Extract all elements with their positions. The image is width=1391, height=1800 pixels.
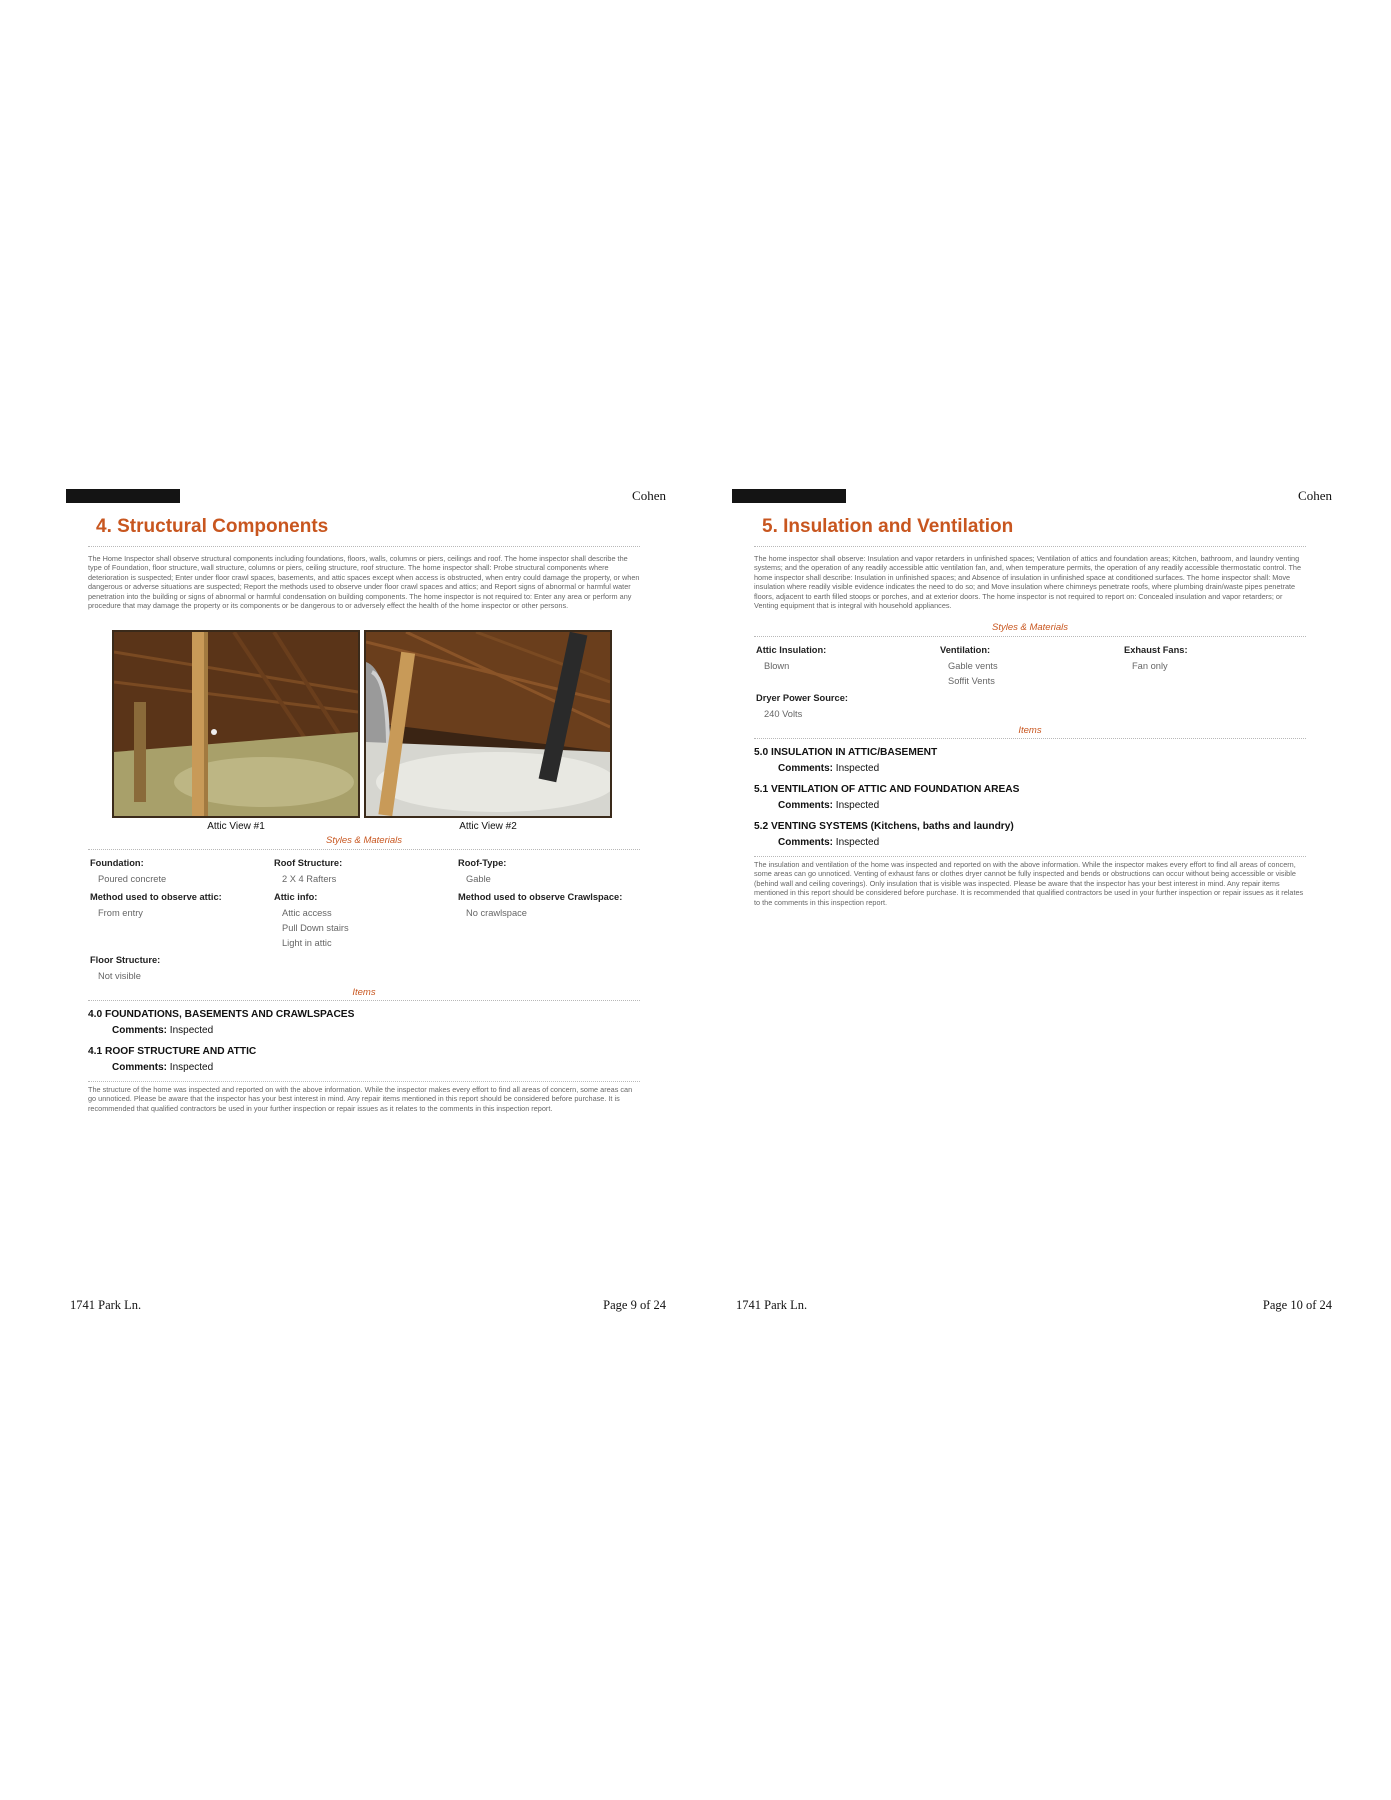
attic-photo-1 <box>112 630 360 818</box>
section-intro: The home inspector shall observe: Insulation and vapor retarders in unfinished spaces; Ventilation of attics and foundation areas; Kitchen, bathroom, and laundry venting systems; and the operation of any readily accessible attic ventilation fan, and, when temperature permits, the operation of any readily accessible thermostatic control. The home inspector shall describe: Insulation in unfinished spaces; and Absence of insulation in unfinished space at conditioned surfaces. The home inspector shall: Move insulation where readily visible evidence indicates the need to do so; and Move insulation where chimneys penetrate roofs, where plumbing drain/waste pipes penetrate floors, adjacent to earth filled stoops or porches, and at exterior doors. The home inspector is not required to report on: Concealed insulation and vapor retarders; or Venting equipment that is integral with household appliances. <box>754 554 1302 611</box>
inspection-item <box>754 784 1294 811</box>
photo-caption: Attic View #2 <box>459 821 517 832</box>
divider <box>754 636 1306 637</box>
field-attic-insulation: Attic Insulation: Blown <box>756 645 827 671</box>
section-closing: The insulation and ventilation of the home was inspected and reported on with the above information. While the inspector makes every effort to find all areas of concern, some areas can go unnoticed. Venting of exhaust fans or clothes dryer cannot be fully inspected and bends or obstructions can occur without being accessible or visible (behind wall and ceiling coverings). Only insulation that is visible was inspected. Please be aware that the inspector has your best interest in mind. Any repair items mentioned in this report should be considered before purchase. It is recommended that qualified contractors be used in your further inspection or repair issues as it relates to the comments in this inspection report. <box>754 860 1304 907</box>
report-page-9 <box>66 480 666 1320</box>
section-title: 5. Insulation and Ventilation <box>762 516 1014 537</box>
styles-materials-heading: Styles & Materials <box>991 622 1069 633</box>
styles-materials-heading: Styles & Materials <box>325 835 403 846</box>
footer-address: 1741 Park Ln. <box>70 1298 142 1312</box>
section-title: 4. Structural Components <box>96 516 329 537</box>
attic-photo-2 <box>364 630 612 818</box>
item-comments: Comments: Inspected <box>778 800 880 811</box>
item-title: 4.1 ROOF STRUCTURE AND ATTIC <box>88 1046 257 1057</box>
divider <box>88 1000 640 1001</box>
header-client-name: Cohen <box>632 488 666 503</box>
inspection-item <box>754 747 1294 774</box>
items-heading: Items <box>1018 725 1042 736</box>
field-attic-info: Attic info: Attic access Pull Down stairs Light in attic <box>274 892 349 948</box>
inspection-item <box>88 1009 628 1036</box>
redacted-block <box>732 489 846 503</box>
item-comments: Comments: Inspected <box>112 1025 214 1036</box>
divider <box>88 1081 640 1082</box>
inspection-item <box>88 1046 628 1073</box>
section-closing: The structure of the home was inspected and reported on with the above information. While the inspector makes every effort to find all areas of concern, some areas can go unnoticed. Please be aware that the inspector has your best interest in mind. Any repair items mentioned in this report should be considered before purchase. It is recommended that qualified contractors be used in your further inspection or repair issues as it relates to the comments in this inspection report. <box>88 1085 633 1113</box>
section-intro: The Home Inspector shall observe structural components including foundations, floors, walls, columns or piers, ceilings and roof. The home inspector shall describe the type of Foundation, floor structure, wall structure, columns or piers, ceiling structure, roof structure. The home inspector shall: Probe structural components where deterioration is suspected; Enter under floor crawl spaces, basements, and attic spaces except when access is obstructed, when entry could damage the property, or when dangerous or adverse situations are suspected; Report the methods used to observe under floor crawl spaces and attics; and Report signs of abnormal or harmful water penetration into the building or signs of abnormal or harmful condensation on building components. The home inspector is not required to: Enter any area or perform any procedure that may damage the property or its components or be dangerous to or adversely effect the health of the home inspector or other persons. <box>88 554 640 611</box>
footer-page-number: Page 10 of 24 <box>1262 1298 1332 1312</box>
divider <box>754 856 1306 857</box>
divider <box>88 849 640 850</box>
field-floor-structure: Floor Structure: Not visible <box>90 955 161 981</box>
field-attic-method: Method used to observe attic: From entry <box>90 892 222 918</box>
items-heading: Items <box>352 987 376 998</box>
field-ventilation: Ventilation: Gable vents Soffit Vents <box>940 645 998 686</box>
item-title: 5.0 INSULATION IN ATTIC/BASEMENT <box>754 747 938 758</box>
header-client-name: Cohen <box>1298 488 1332 503</box>
divider <box>754 546 1306 547</box>
divider <box>88 546 640 547</box>
item-comments: Comments: Inspected <box>778 763 880 774</box>
inspection-item <box>754 821 1294 848</box>
item-comments: Comments: Inspected <box>112 1062 214 1073</box>
field-exhaust-fans: Exhaust Fans: Fan only <box>1124 645 1188 671</box>
footer-page-number: Page 9 of 24 <box>603 1298 666 1312</box>
field-crawlspace-method: Method used to observe Crawlspace: No crawlspace <box>458 892 623 918</box>
field-roof-type: Roof-Type: Gable <box>458 858 507 884</box>
item-title: 4.0 FOUNDATIONS, BASEMENTS AND CRAWLSPACES <box>88 1009 355 1020</box>
redacted-block <box>66 489 180 503</box>
photo-caption: Attic View #1 <box>207 821 265 832</box>
footer-address: 1741 Park Ln. <box>736 1298 808 1312</box>
item-comments: Comments: Inspected <box>778 837 880 848</box>
item-title: 5.1 VENTILATION OF ATTIC AND FOUNDATION AREAS <box>754 784 1020 795</box>
report-page-10 <box>732 480 1332 1320</box>
field-dryer-power: Dryer Power Source: 240 Volts <box>756 693 848 719</box>
field-roof-structure: Roof Structure: 2 X 4 Rafters <box>274 858 343 884</box>
field-foundation: Foundation: Poured concrete <box>90 858 167 884</box>
divider <box>754 738 1306 739</box>
item-title: 5.2 VENTING SYSTEMS (Kitchens, baths and laundry) <box>754 821 1014 832</box>
